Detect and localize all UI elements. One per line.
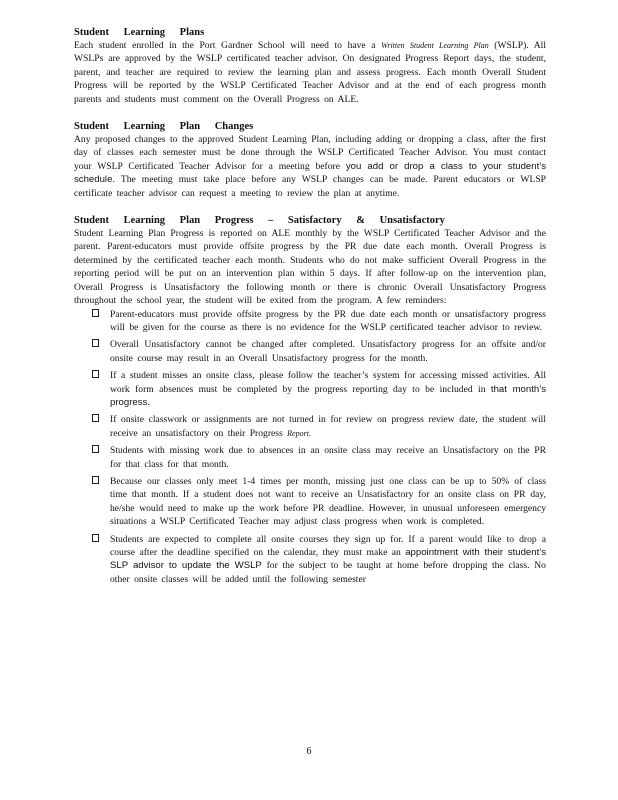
list-item: Overall Unsatisfactory cannot be changed after completed. Unsatisfactory progress for an offsite and/or onsite course may result in an Overall Unsatisfactory progress for the month.	[74, 338, 546, 365]
paragraph-plan-changes: Any proposed changes to the approved Student Learning Plan, including adding or dropping a class, after the first day of classes each semester must be done through the WSLP Certificated Teacher Advisor. You must contact your WSLP Certificated Teacher Advisor for a meeting before you add or drop a class to your student’s schedule. The meeting must take place before any WSLP changes can be made. Parent educators or WLSP certificate teacher advisor can request a meeting to review the plan at anytime.	[74, 134, 546, 199]
section-heading-learning-plans: Student Learning Plans	[74, 27, 205, 38]
checkbox-bullet-icon	[92, 339, 99, 347]
checkbox-bullet-icon	[92, 476, 99, 484]
checkbox-bullet-icon	[92, 370, 99, 378]
page-number: 6	[306, 746, 312, 757]
section-heading-plan-changes: Student Learning Plan Changes	[74, 121, 254, 133]
list-item: If a student misses an onsite class, please follow the teacher’s system for accessing missed activities. All work form absences must be completed by the progress reporting day to be included in that month’s progress.	[74, 369, 546, 409]
paragraph-plan-progress: Student Learning Plan Progress is reported on ALE monthly by the WSLP Certificated Teacher Advisor and the parent. Parent-educators must provide offsite progress by the PR due date each month. Overall Progress is determined by the certificated teacher each month. Students who do not make sufficient Overall Progress in the reporting period will be put on an intervention plan within 5 days. If after follow-up on the intervention plan, Overall Progress is Unsatisfactory the following month or there is chronic Overall Unsatisfactory Progress throughout the school year, the student will be exited from the program. A few reminders:	[74, 228, 546, 307]
paragraph-learning-plans: Each student enrolled in the Port Gardner School will need to have a Written Student Learning Plan (WSLP). All WSLPs are approved by the WSLP certificated teacher advisor. On designated Progress Report days, the student, parent, and teacher are required to review the learning plan and assess progress. Each month Overall Student Progress will be reported by the WSLP Certificated Teacher Advisor and at the end of each progress month parents and students must comment on the Overall Progress on ALE.	[74, 40, 546, 105]
italic-term: Written Student Learning Plan	[381, 41, 489, 50]
checkbox-bullet-icon	[92, 445, 99, 453]
list-item: Students with missing work due to absences in an onsite class may receive an Unsatisfactory on the PR for that class for that month.	[74, 444, 546, 471]
list-item: Because our classes only meet 1-4 times per month, missing just one class can be up to 50% of class time that month. If a student does not want to receive an Unsatisfactory for an onsite class on PR day, he/she would need to make up the work before PR deadline. However, in unusual unforeseen emergency situations a WSLP Certificated Teacher may adjust class progress when work is completed.	[74, 475, 546, 529]
reminders-list	[74, 308, 546, 587]
document-page	[74, 26, 546, 590]
list-item: If onsite classwork or assignments are not turned in for review on progress review date, the student will receive an unsatisfactory on their Progress Report.	[74, 413, 546, 440]
list-item: Students are expected to complete all onsite courses they sign up for. If a parent would like to drop a course after the deadline specified on the calendar, they must make an appointment with their student’s SLP advisor to update the WSLP for the subject to be taught at home before dropping the class. No other onsite classes will be added until the following semester	[74, 533, 546, 587]
sans-phrase: you add or drop a class to your student’s schedule.	[74, 160, 546, 186]
section-heading-plan-progress: Student Learning Plan Progress – Satisfactory & Unsatisfactory	[74, 215, 445, 227]
list-item: Parent-educators must provide offsite progress by the PR due date each month or unsatisfactory progress will be given for the course as there is no evidence for the WSLP certificated teacher advisor to review.	[74, 308, 546, 335]
checkbox-bullet-icon	[92, 309, 99, 317]
checkbox-bullet-icon	[92, 414, 99, 422]
checkbox-bullet-icon	[92, 534, 99, 542]
